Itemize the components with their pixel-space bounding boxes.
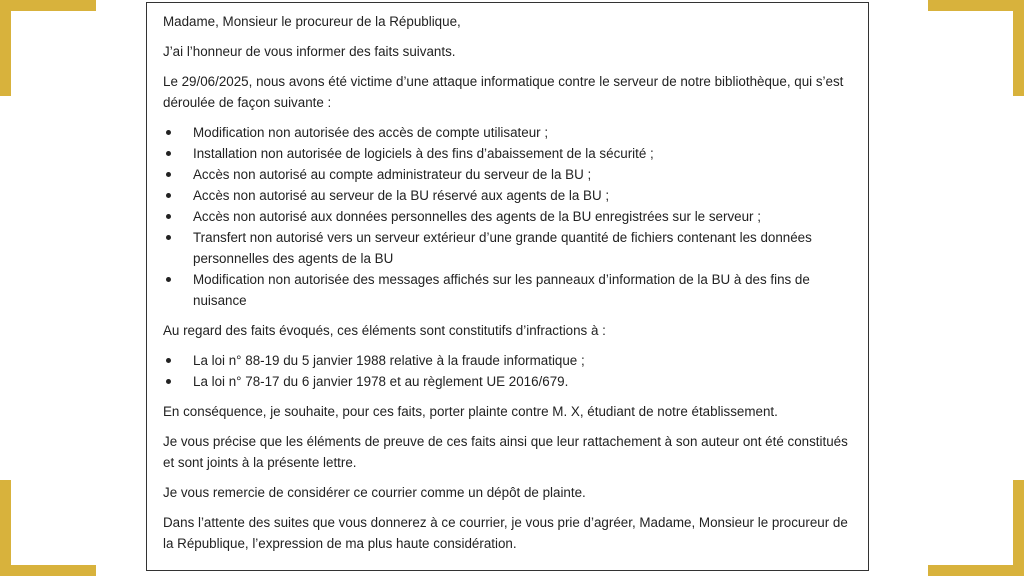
facts-list — [163, 122, 854, 311]
list-item: Accès non autorisé aux données personnelles des agents de la BU enregistrées sur le serveur ; — [163, 206, 854, 227]
intro-paragraph: J’ai l’honneur de vous informer des faits suivants. — [163, 44, 456, 59]
complaint-letter — [146, 2, 869, 571]
thanks-paragraph: Je vous remercie de considérer ce courrier comme un dépôt de plainte. — [163, 485, 586, 500]
laws-list — [163, 350, 854, 392]
corner-decoration-top-left — [0, 0, 96, 96]
infractions-intro: Au regard des faits évoqués, ces éléments sont constitutifs d’infractions à : — [163, 323, 606, 338]
list-item: Modification non autorisée des accès de compte utilisateur ; — [163, 122, 854, 143]
salutation: Madame, Monsieur le procureur de la République, — [163, 14, 461, 29]
list-item: Transfert non autorisé vers un serveur extérieur d’une grande quantité de fichiers contenant les données personnelles des agents de la BU — [163, 227, 854, 269]
evidence-paragraph: Je vous précise que les éléments de preuve de ces faits ainsi que leur rattachement à son auteur ont été constitués et sont joints à la présente lettre. — [163, 434, 848, 470]
list-item: Modification non autorisée des messages affichés sur les panneaux d’information de la BU à des fins de nuisance — [163, 269, 854, 311]
corner-decoration-bottom-right — [928, 480, 1024, 576]
corner-decoration-bottom-left — [0, 480, 96, 576]
list-item: Installation non autorisée de logiciels à des fins d’abaissement de la sécurité ; — [163, 143, 854, 164]
list-item: La loi n° 78-17 du 6 janvier 1978 et au règlement UE 2016/679. — [163, 371, 854, 392]
attack-paragraph: Le 29/06/2025, nous avons été victime d’une attaque informatique contre le serveur de notre bibliothèque, qui s’est déroulée de façon suivante : — [163, 74, 844, 110]
closing-paragraph: Dans l’attente des suites que vous donnerez à ce courrier, je vous prie d’agréer, Madame, Monsieur le procureur de la République, l’expression de ma plus haute considération. — [163, 515, 848, 551]
list-item: Accès non autorisé au serveur de la BU réservé aux agents de la BU ; — [163, 185, 854, 206]
complaint-paragraph: En conséquence, je souhaite, pour ces faits, porter plainte contre M. X, étudiant de notre établissement. — [163, 404, 778, 419]
list-item: Accès non autorisé au compte administrateur du serveur de la BU ; — [163, 164, 854, 185]
list-item: La loi n° 88-19 du 5 janvier 1988 relative à la fraude informatique ; — [163, 350, 854, 371]
corner-decoration-top-right — [928, 0, 1024, 96]
